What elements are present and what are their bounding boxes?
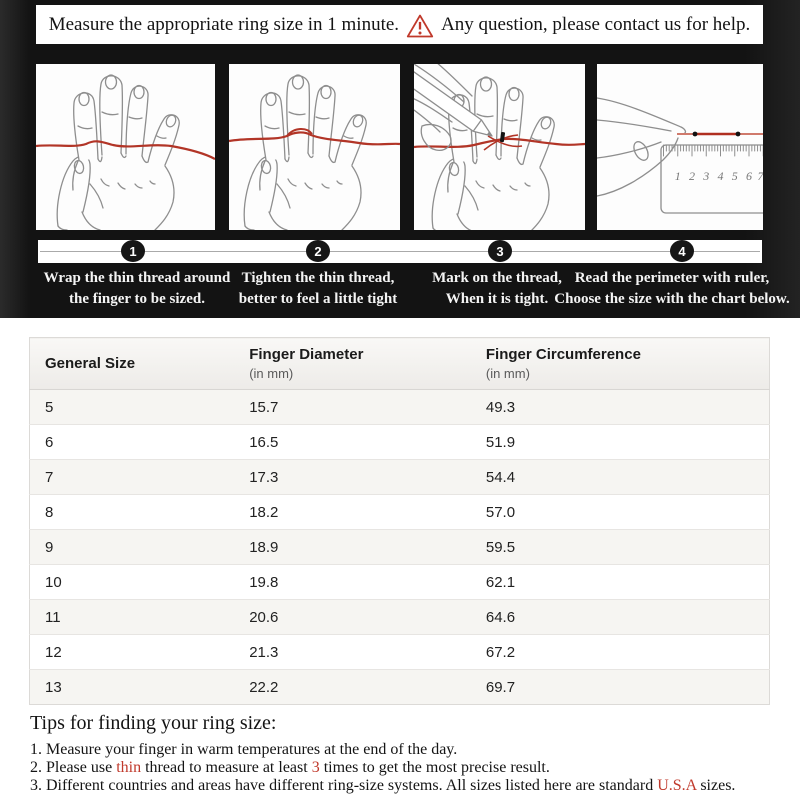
step4-illustration-ruler-measure	[597, 64, 763, 230]
tips-heading: Tips for finding your ring size:	[30, 712, 277, 734]
size-cell: 9	[30, 530, 235, 565]
tip-3: 3. Different countries and areas have different ring-size systems. All sizes listed here are standard U.S.A sizes.	[30, 777, 736, 794]
diameter-cell: 20.6	[234, 600, 471, 635]
hand-thread-tight-drawing	[229, 64, 400, 230]
svg-text:4: 4	[717, 169, 724, 183]
step3-caption: Mark on the thread, When it is tight.	[432, 270, 562, 307]
size-cell: 7	[30, 460, 235, 495]
ruler-numbers	[675, 169, 763, 183]
diameter-cell: 18.2	[234, 495, 471, 530]
diameter-cell: 22.2	[234, 670, 471, 705]
table-row	[30, 495, 770, 530]
banner-text-left: Measure the appropriate ring size in 1 minute.	[48, 13, 400, 35]
circumference-cell: 67.2	[471, 635, 770, 670]
column-header-finger-circumference: Finger Circumference (in mm)	[471, 338, 770, 390]
svg-text:3: 3	[703, 169, 710, 183]
table-row	[30, 600, 770, 635]
svg-text:2: 2	[689, 169, 695, 183]
step1-illustration-hand-thread-wrap	[36, 64, 215, 230]
diameter-cell: 16.5	[234, 425, 471, 460]
circumference-cell: 54.4	[471, 460, 770, 495]
step1-caption: Wrap the thin thread around the finger to be sized.	[43, 270, 231, 307]
step2-caption: Tighten the thin thread, better to feel a little tight	[238, 270, 398, 307]
table-row	[30, 565, 770, 600]
tips-section	[30, 712, 796, 795]
ring-size-chart	[29, 337, 770, 705]
diameter-cell: 17.3	[234, 460, 471, 495]
diameter-cell: 18.9	[234, 530, 471, 565]
circumference-cell: 59.5	[471, 530, 770, 565]
size-cell: 12	[30, 635, 235, 670]
size-cell: 13	[30, 670, 235, 705]
diameter-cell: 15.7	[234, 390, 471, 425]
marking-thread-drawing	[414, 64, 585, 230]
step-number-badge-4: 4	[670, 240, 694, 262]
circumference-cell: 51.9	[471, 425, 770, 460]
tip-2: 2. Please use thin thread to measure at least 3 times to get the most precise result.	[30, 759, 550, 776]
step-number-badge-2: 2	[306, 240, 330, 262]
step2-illustration-hand-thread-tight	[229, 64, 400, 230]
circumference-cell: 69.7	[471, 670, 770, 705]
circumference-cell: 62.1	[471, 565, 770, 600]
svg-text:7: 7	[757, 169, 763, 183]
size-cell: 6	[30, 425, 235, 460]
circumference-cell: 64.6	[471, 600, 770, 635]
size-cell: 8	[30, 495, 235, 530]
step-number-badge-1: 1	[121, 240, 145, 262]
warning-icon	[406, 13, 434, 39]
banner-text-right: Any question, please contact us for help.	[441, 13, 751, 35]
table-row	[30, 425, 770, 460]
instruction-header-section	[0, 0, 800, 318]
svg-text:1: 1	[674, 169, 681, 183]
table-row	[30, 390, 770, 425]
table-row	[30, 460, 770, 495]
diameter-cell: 21.3	[234, 635, 471, 670]
column-header-finger-diameter: Finger Diameter (in mm)	[234, 338, 471, 390]
step4-caption: Read the perimeter with ruler, Choose the size with the chart below.	[554, 270, 790, 307]
tip-1: 1. Measure your finger in warm temperatures at the end of the day.	[30, 741, 458, 758]
step-number-badge-3: 3	[488, 240, 512, 262]
hand-thread-wrap-drawing	[36, 64, 215, 230]
step3-illustration-marking-thread	[414, 64, 585, 230]
step-connector-line	[40, 251, 760, 252]
table-header-row	[30, 338, 770, 390]
size-cell: 5	[30, 390, 235, 425]
diameter-cell: 19.8	[234, 565, 471, 600]
circumference-cell: 49.3	[471, 390, 770, 425]
ruler-measure-drawing	[597, 64, 763, 230]
table-row	[30, 530, 770, 565]
size-cell: 10	[30, 565, 235, 600]
table-row	[30, 635, 770, 670]
column-header-general-size: General Size	[30, 338, 235, 390]
step-progress-bar	[38, 240, 762, 263]
svg-text:6: 6	[746, 169, 752, 183]
svg-text:5: 5	[731, 169, 738, 183]
circumference-cell: 57.0	[471, 495, 770, 530]
banner	[36, 5, 763, 44]
table-row	[30, 670, 770, 705]
size-cell: 11	[30, 600, 235, 635]
